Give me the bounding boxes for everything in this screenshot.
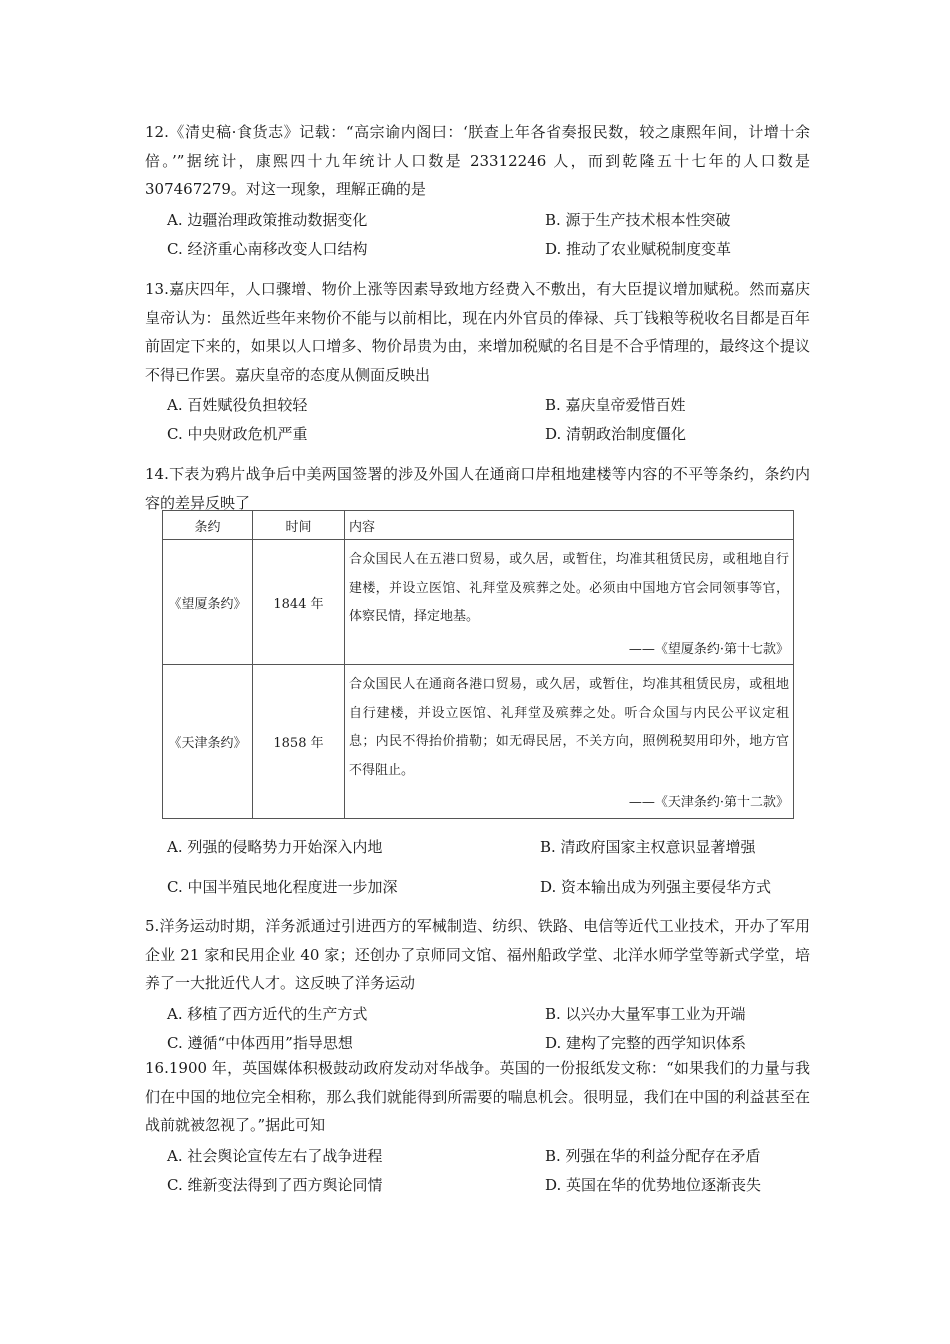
treaty-content: 合众国民人在五港口贸易，或久居，或暂住，均准其租赁民房，或租地自行建楼，并设立医馆、礼拜堂及殡葬之处。必须由中国地方官会同领事等官，体察民情，择定地基。 <box>349 552 789 624</box>
q14-option-d[interactable]: D. 资本输出成为列强主要侵华方式 <box>540 878 772 896</box>
option-b[interactable]: B. 源于生产技术根本性突破 <box>545 210 731 229</box>
treaty-table <box>162 510 794 819</box>
question-12 <box>145 118 810 264</box>
table-row <box>163 665 794 819</box>
q14-option-a[interactable]: A. 列强的侵略势力开始深入内地 <box>167 838 383 856</box>
option-c[interactable]: C. 遵循“中体西用”指导思想 <box>167 1033 353 1052</box>
treaty-content-cell <box>345 665 794 819</box>
question-14 <box>145 460 810 517</box>
question-13 <box>145 275 810 449</box>
option-d[interactable]: D. 清朝政治制度僵化 <box>545 425 687 443</box>
q14-option-b[interactable]: B. 清政府国家主权意识显著增强 <box>540 838 756 856</box>
treaty-source: ——《天津条约·第十二款》 <box>628 795 789 810</box>
question-15-stem: 5.洋务运动时期，洋务派通过引进西方的军械制造、纺织、铁路、电信等近代工业技术，开办了军用企业 21 家和民用企业 40 家；还创办了京师同文馆、福州船政学堂、北洋水师学堂等新式学堂，培养了一大批近代人才。这反映了洋务运动 <box>145 917 810 992</box>
question-12-options <box>145 206 810 264</box>
treaty-name: 《望厦条约》 <box>163 540 253 665</box>
option-b[interactable]: B. 嘉庆皇帝爱惜百姓 <box>545 396 686 414</box>
question-15 <box>145 912 810 1058</box>
option-d[interactable]: D. 英国在华的优势地位逐渐丧失 <box>545 1175 762 1194</box>
header-content: 内容 <box>345 511 794 540</box>
option-c[interactable]: C. 中央财政危机严重 <box>167 425 308 443</box>
question-12-stem: 12.《清史稿·食货志》记载：“高宗谕内阁曰：‘朕查上年各省奏报民数，较之康熙年间，计增十余倍。’”据统计，康熙四十九年统计人口数是 23312246 人，而到乾隆五十七年的人口数是 307467279。对这一现象，理解正确的是 <box>145 123 810 198</box>
question-16 <box>145 1054 810 1200</box>
option-a[interactable]: A. 社会舆论宣传左右了战争进程 <box>167 1146 383 1165</box>
question-15-options <box>145 1000 810 1058</box>
option-b[interactable]: B. 以兴办大量军事工业为开端 <box>545 1004 746 1023</box>
option-b[interactable]: B. 列强在华的利益分配存在矛盾 <box>545 1146 761 1165</box>
header-treaty: 条约 <box>163 511 253 540</box>
q14-option-c[interactable]: C. 中国半殖民地化程度进一步加深 <box>167 878 398 896</box>
treaty-time: 1858 年 <box>253 665 345 819</box>
option-c[interactable]: C. 经济重心南移改变人口结构 <box>167 239 368 258</box>
question-16-stem: 16.1900 年，英国媒体积极鼓动政府发动对华战争。英国的一份报纸发文称：“如果我们的力量与我们在中国的地位完全相称，那么我们就能得到所需要的喘息机会。很明显，我们在中国的利益甚至在战前就被忽视了。”据此可知 <box>145 1059 810 1134</box>
option-d[interactable]: D. 推动了农业赋税制度变革 <box>545 239 732 258</box>
question-16-options <box>145 1142 810 1200</box>
question-13-options <box>145 391 810 449</box>
treaty-content: 合众国民人在通商各港口贸易，或久居，或暂住，均准其租赁民房，或租地自行建楼，并设立医馆、礼拜堂及殡葬之处。听合众国与内民公平议定租息；内民不得抬价掯勒；如无碍民居，不关方向，照例税契用印外，地方官不得阻止。 <box>349 677 789 778</box>
option-d[interactable]: D. 建构了完整的西学知识体系 <box>545 1033 747 1052</box>
treaty-content-cell <box>345 540 794 665</box>
treaty-name: 《天津条约》 <box>163 665 253 819</box>
option-a[interactable]: A. 百姓赋役负担较轻 <box>167 396 308 414</box>
treaty-time: 1844 年 <box>253 540 345 665</box>
table-header-row <box>163 511 794 540</box>
table-row <box>163 540 794 665</box>
option-a[interactable]: A. 移植了西方近代的生产方式 <box>167 1004 368 1023</box>
option-c[interactable]: C. 维新变法得到了西方舆论同情 <box>167 1175 383 1194</box>
question-14-stem: 14.下表为鸦片战争后中美两国签署的涉及外国人在通商口岸租地建楼等内容的不平等条约，条约内容的差异反映了 <box>145 465 810 512</box>
treaty-source: ——《望厦条约·第十七款》 <box>628 641 789 657</box>
option-a[interactable]: A. 边疆治理政策推动数据变化 <box>167 210 368 229</box>
header-time: 时间 <box>253 511 345 540</box>
question-13-stem: 13.嘉庆四年，人口骤增、物价上涨等因素导致地方经费入不敷出，有大臣提议增加赋税。然而嘉庆皇帝认为：虽然近些年来物价不能与以前相比，现在内外官员的俸禄、兵丁钱粮等税收名目都是百年前固定下来的，如果以人口增多、物价昂贵为由，来增加税赋的名目是不合乎情理的，最终这个提议不得已作罢。嘉庆皇帝的态度从侧面反映出 <box>145 280 810 384</box>
